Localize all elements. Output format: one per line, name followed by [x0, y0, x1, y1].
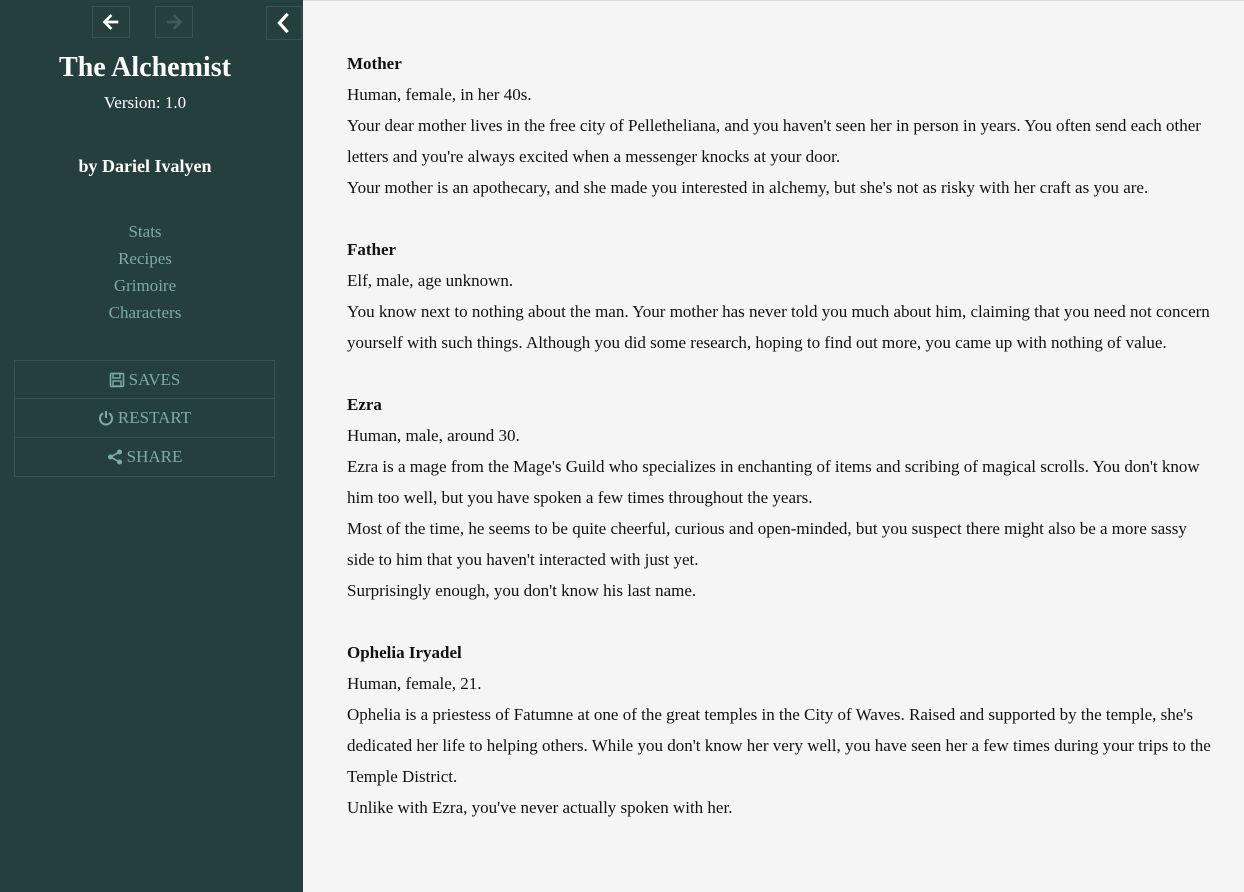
arrow-left-icon	[100, 11, 122, 33]
character-line: Unlike with Ezra, you've never actually spoken with her.	[347, 798, 733, 817]
character-line: Ophelia is a priestess of Fatumne at one of the great temples in the City of Waves. Raised and supported by the temple, she's dedicated her life to helping others. While you don't know her very well, you have seen her a few times during your trips to the Temple District.	[347, 705, 1211, 786]
story-author: by Dariel Ivalyen	[78, 156, 212, 176]
core-menu	[14, 360, 275, 477]
saves-button[interactable]	[14, 360, 275, 399]
character-line: You know next to nothing about the man. Your mother has never told you much about him, claiming that you need not concern yourself with such things. Although you did some research, hoping to find out more, you came up with nothing of value.	[347, 302, 1210, 352]
character-entry-ezra	[347, 389, 1217, 606]
menu-item-stats[interactable]: Stats	[128, 222, 162, 241]
character-line: Human, male, around 30.	[347, 426, 520, 445]
character-line: Most of the time, he seems to be quite cheerful, curious and open-minded, but you suspect there might also be a more sassy side to him that you haven't interacted with just yet.	[347, 519, 1187, 569]
history-controls	[92, 6, 218, 38]
character-name: Mother	[347, 54, 402, 73]
restart-label: RESTART	[117, 408, 192, 427]
character-line: Human, female, in her 40s.	[347, 85, 532, 104]
character-entry-mother	[347, 48, 1217, 203]
characters-passage	[347, 48, 1217, 854]
story-menu	[0, 218, 290, 326]
story-version: Version: 1.0	[103, 93, 187, 112]
history-back-button[interactable]	[92, 6, 130, 38]
share-label: SHARE	[126, 447, 183, 466]
share-button[interactable]	[14, 438, 275, 477]
floppy-disk-icon	[109, 372, 125, 388]
character-line: Elf, male, age unknown.	[347, 271, 514, 290]
menu-item-grimoire[interactable]: Grimoire	[113, 276, 177, 295]
chevron-left-icon	[275, 12, 293, 34]
menu-item-characters[interactable]: Characters	[108, 303, 182, 322]
power-icon	[98, 410, 114, 426]
story-sidebar	[0, 0, 303, 892]
share-icon	[107, 449, 123, 465]
history-forward-button[interactable]	[155, 6, 193, 38]
character-line: Your mother is an apothecary, and she made you interested in alchemy, but she's not as risky with her craft as you are.	[347, 178, 1149, 197]
character-line: Human, female, 21.	[347, 674, 482, 693]
arrow-right-icon	[163, 11, 185, 33]
sidebar-toggle-button[interactable]	[266, 6, 302, 40]
character-line: Your dear mother lives in the free city of Pelletheliana, and you haven't seen her in person in years. You often send each other letters and you're always excited when a messenger knocks at your door.	[347, 116, 1201, 166]
character-entry-father	[347, 234, 1217, 358]
menu-item-recipes[interactable]: Recipes	[118, 249, 172, 268]
character-line: Ezra is a mage from the Mage's Guild who specializes in enchanting of items and scribing of magical scrolls. You don't know him too well, but you have spoken a few times throughout the years.	[347, 457, 1200, 507]
saves-label: SAVES	[128, 369, 181, 389]
character-entry-ophelia	[347, 637, 1217, 823]
restart-button[interactable]	[14, 399, 275, 438]
character-name: Ophelia Iryadel	[347, 643, 462, 662]
character-line: Surprisingly enough, you don't know his last name.	[347, 581, 697, 600]
passage-area	[303, 0, 1244, 892]
story-title: The Alchemist	[59, 52, 231, 83]
character-name: Ezra	[347, 395, 382, 414]
character-name: Father	[347, 240, 397, 259]
